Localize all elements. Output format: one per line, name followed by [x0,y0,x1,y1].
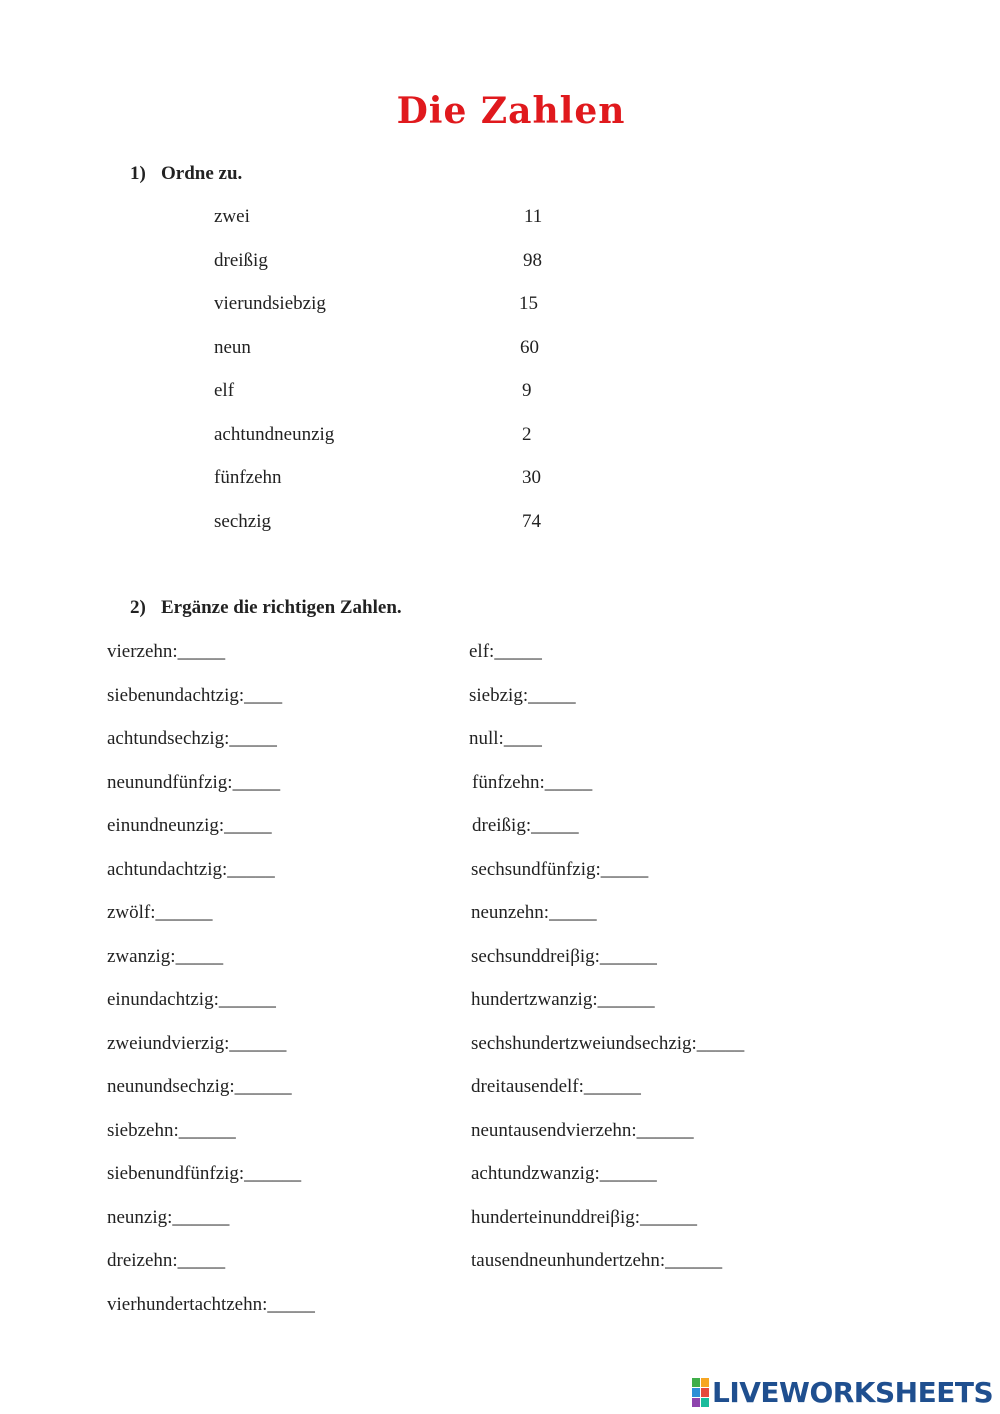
match-number[interactable]: 15 [519,293,538,314]
match-number[interactable]: 60 [520,337,539,358]
fill-item-right[interactable]: sechsunddreiβig:______ [471,946,657,967]
fill-item-left[interactable]: siebzehn:______ [107,1120,236,1141]
match-word[interactable]: vierundsiebzig [214,293,326,314]
fill-item-right[interactable]: achtundzwanzig:______ [471,1163,657,1184]
fill-item-right[interactable]: elf:_____ [469,641,542,662]
match-word[interactable]: neun [214,337,251,358]
section2-heading [130,597,402,619]
match-number[interactable]: 98 [523,250,542,271]
match-number[interactable]: 11 [524,206,543,227]
fill-item-left[interactable]: achtundsechzig:_____ [107,728,277,749]
match-word[interactable]: elf [214,380,235,401]
fill-item-right[interactable]: neunzehn:_____ [471,902,597,923]
section1-number: 1) [130,163,146,184]
fill-item-right[interactable]: neuntausendvierzehn:______ [471,1120,694,1141]
section2-number: 2) [130,597,146,618]
match-word[interactable]: dreißig [214,250,268,271]
fill-item-right[interactable]: tausendneunhundertzehn:______ [471,1250,723,1271]
fill-item-left[interactable]: zwanzig:_____ [107,946,224,967]
match-word[interactable]: fünfzehn [214,467,282,488]
match-number[interactable]: 9 [522,380,532,401]
fill-item-right[interactable]: hunderteinunddreiβig:______ [471,1207,698,1228]
fill-item-right[interactable]: sechshundertzweiundsechzig:_____ [471,1033,745,1054]
fill-item-left[interactable]: neunzig:______ [107,1207,230,1228]
fill-item-left[interactable]: neunundfünfzig:_____ [107,772,281,793]
fill-item-right[interactable]: null:____ [469,728,542,749]
match-word[interactable]: zwei [214,206,250,227]
fill-item-left[interactable]: siebenundfünfzig:______ [107,1163,302,1184]
match-word[interactable]: achtundneunzig [214,424,335,445]
fill-item-left[interactable]: einundachtzig:______ [107,989,276,1010]
fill-item-left[interactable]: einundneunzig:_____ [107,815,272,836]
liveworksheets-logo-icon [692,1378,709,1407]
fill-item-right[interactable]: dreißig:_____ [472,815,579,836]
fill-item-left[interactable]: neunundsechzig:______ [107,1076,292,1097]
fill-item-left[interactable]: dreizehn:_____ [107,1250,226,1271]
fill-item-right[interactable]: dreitausendelf:______ [471,1076,641,1097]
match-word[interactable]: sechzig [214,511,271,532]
section1-heading-text: Ordne zu. [161,163,243,184]
fill-item-left[interactable]: zwölf:______ [107,902,213,923]
fill-item-left[interactable]: vierzehn:_____ [107,641,226,662]
match-number[interactable]: 2 [522,424,532,445]
section2-heading-text: Ergänze die richtigen Zahlen. [161,597,402,618]
fill-item-left[interactable]: achtundachtzig:_____ [107,859,275,880]
match-number[interactable]: 30 [522,467,541,488]
fill-item-left[interactable]: zweiundvierzig:______ [107,1033,287,1054]
page-title: Die Zahlen [396,90,626,132]
match-number[interactable]: 74 [522,511,541,532]
liveworksheets-logo [692,1376,993,1408]
fill-item-right[interactable]: siebzig:_____ [469,685,576,706]
liveworksheets-logo-text: LIVEWORKSHEETS [712,1375,994,1409]
fill-item-right[interactable]: fünfzehn:_____ [472,772,593,793]
fill-item-left[interactable]: siebenundachtzig:____ [107,685,283,706]
fill-item-right[interactable]: hundertzwanzig:______ [471,989,655,1010]
fill-item-left[interactable]: vierhundertachtzehn:_____ [107,1294,315,1315]
section1-heading [130,163,242,185]
fill-item-right[interactable]: sechsundfünfzig:_____ [471,859,649,880]
